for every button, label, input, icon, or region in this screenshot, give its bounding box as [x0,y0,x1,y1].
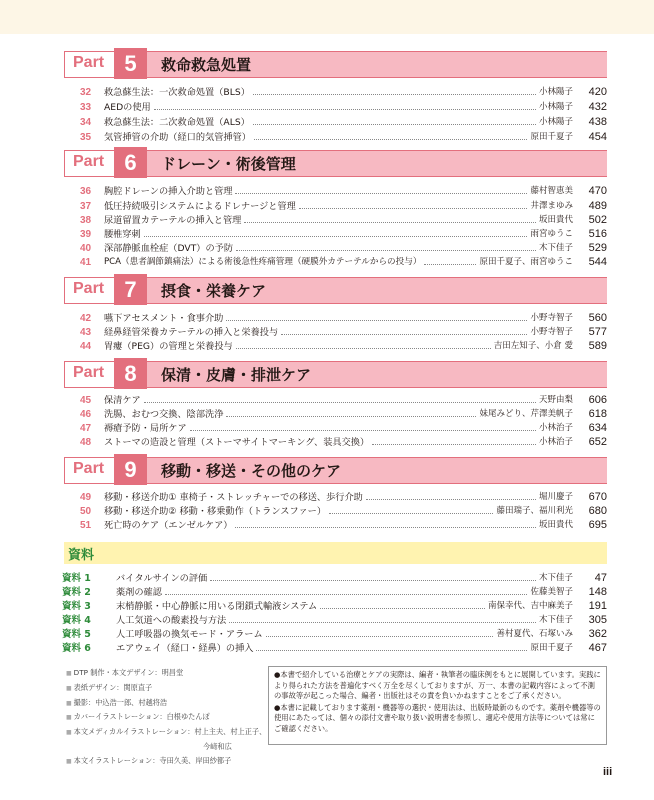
part-7-header [64,277,607,304]
resource-author: 善村夏代、石塚いみ [496,629,573,639]
credits [66,666,266,769]
leader-dots [372,444,536,445]
toc-entry[interactable] [80,326,607,339]
entry-page: 589 [588,340,607,352]
leader-dots [253,124,536,125]
leader-dots [253,94,536,95]
entry-title: PCA（患者調節鎮痛法）による術後急性疼痛管理（硬膜外カテーテルからの投与） [104,257,422,267]
credit-line: ■ 本文イラストレーション：寺田久美、岸田紗都子 [66,754,266,769]
entry-title: AEDの使用 [104,102,151,113]
toc-entry[interactable] [80,228,607,241]
entry-author: 天野由梨 [538,395,573,405]
entry-page: 634 [588,422,607,434]
entry-page: 577 [588,326,607,338]
leader-dots [320,608,485,609]
entry-author: 小林陽子 [538,117,573,127]
leader-dots [144,236,528,237]
resource-entry[interactable] [62,600,607,613]
top-band [0,0,654,34]
entry-title: 低圧持続吸引システムによるドレナージと管理 [104,201,296,212]
leader-dots [235,193,527,194]
entry-title: 胃瘻（PEG）の管理と栄養投与 [104,341,233,352]
resource-page: 191 [588,600,607,612]
entry-number: 34 [80,117,92,128]
entry-page: 618 [588,408,607,420]
toc-entry[interactable] [80,422,607,435]
entry-author: 妹尾みどり、芹澤美帆子 [479,409,573,419]
resources-title: 資料 [68,548,95,563]
entry-page: 470 [588,185,607,197]
entry-author: 吉田左知子、小倉 愛 [493,341,573,351]
part-9-header [64,457,607,484]
toc-entry[interactable] [80,394,607,407]
leader-dots [229,622,536,623]
resource-title: 人工呼吸器の換気モード・アラーム [116,629,263,640]
entry-author: 雨宮ゆうこ [530,229,573,239]
resource-title: 人工気道への酸素投与方法 [116,615,227,626]
resource-author: 南保幸代、吉中麻美子 [487,601,573,611]
entry-number: 44 [80,341,92,352]
leader-dots [226,416,476,417]
entry-number: 37 [80,201,92,212]
entry-number: 47 [80,423,92,434]
leader-dots [244,222,536,223]
leader-dots [424,264,476,265]
entry-number: 45 [80,395,92,406]
entry-author: 坂田貴代 [538,215,573,225]
page-number: iii [603,766,613,778]
entry-title: 救急蘇生法：一次救命処置（BLS） [104,87,250,98]
resource-title: 末梢静脈・中心静脈に用いる閉鎖式輸液システム [116,601,318,612]
resource-page: 362 [588,628,607,640]
part-title: ドレーン・術後管理 [161,155,296,173]
part-number: 8 [114,358,147,389]
toc-entry[interactable] [80,505,607,518]
resource-number: 資料 3 [62,601,91,612]
entry-title: ストーマの造設と管理（ストーマサイトマーキング、装具交換） [104,437,370,448]
entry-author: 小林陽子 [538,87,573,97]
part-number: 9 [114,454,147,485]
part-8-header [64,361,607,388]
resource-number: 資料 5 [62,629,91,640]
entry-title: 気管挿管の介助（経口的気管挿管） [104,132,251,143]
leader-dots [254,139,527,140]
part-title: 移動・移送・その他のケア [161,462,342,480]
entry-title: 腰椎穿刺 [104,229,141,240]
leader-dots [236,250,536,251]
resource-title: バイタルサインの評価 [116,573,208,584]
entry-title: 褥瘡予防・局所ケア [104,423,187,434]
entry-page: 680 [588,505,607,517]
resources-header [64,542,607,564]
resource-title: エアウェイ（経口・経鼻）の挿入 [116,643,254,654]
entry-number: 43 [80,327,92,338]
resource-number: 資料 6 [62,643,91,654]
entry-page: 432 [588,101,607,113]
entry-page: 695 [588,519,607,531]
part-number: 5 [114,48,147,79]
part-word: Part [73,54,105,71]
entry-author: 藤村智恵美 [530,186,573,196]
toc-entry[interactable] [80,519,607,532]
credit-line-continued: 今﨑和広 [203,741,232,751]
entry-number: 50 [80,506,92,517]
leader-dots [226,320,527,321]
entry-title: 死亡時のケア（エンゼルケア） [104,520,233,531]
entry-number: 51 [80,520,92,531]
entry-number: 36 [80,186,92,197]
notice-paragraph: ●本書で紹介している治療とケアの実際は、編者・執筆者の臨床例をもとに展開しています。実践により得られた方法を普遍化すべく万全を尽くしておりますが、万一、本書の記載内容によって不測の事故等が起こった場合、編者・出版社はその責を負いかねますことをご了承ください。 [274,670,601,700]
credit-line: ■ 表紙デザイン：関原直子 [66,681,266,696]
entry-author: 坂田貴代 [538,520,573,530]
entry-number: 41 [80,257,92,268]
entry-title: 保清ケア [104,395,141,406]
toc-entry[interactable] [80,436,607,449]
part-title: 救命救急処置 [161,56,252,74]
entry-author: 木下佳子 [538,243,573,253]
part-6-header [64,150,607,177]
entry-title: 深部静脈血栓症（DVT）の予防 [104,243,234,254]
entry-page: 544 [588,256,607,268]
leader-dots [144,402,536,403]
part-5-header [64,51,607,78]
entry-author: 井澤まゆみ [530,201,573,211]
leader-dots [266,636,494,637]
toc-entry[interactable] [80,116,607,129]
entry-number: 33 [80,102,92,113]
part-number: 7 [114,274,147,305]
leader-dots [366,499,536,500]
entry-author: 小野寺智子 [530,327,573,337]
entry-author: 小野寺智子 [530,313,573,323]
leader-dots [329,513,493,514]
entry-title: 胸腔ドレーンの挿入介助と管理 [104,186,233,197]
part-title: 保清・皮膚・排泄ケア [161,366,312,384]
entry-page: 529 [588,242,607,254]
resource-author: 佐藤美智子 [530,587,573,597]
toc-entry[interactable] [80,101,607,114]
entry-title: 洗腸、おむつ交換、陰部洗浄 [104,409,224,420]
toc-entry[interactable] [80,312,607,325]
toc-entry[interactable] [80,256,607,269]
resource-page: 467 [588,642,607,654]
entry-number: 39 [80,229,92,240]
toc-entry[interactable] [80,340,607,353]
entry-author: 藤田瑞子、福川利光 [496,506,573,516]
resource-number: 資料 1 [62,573,91,584]
entry-number: 32 [80,87,92,98]
resource-entry[interactable] [62,572,607,585]
entry-author: 原田千夏子、雨宮ゆうこ [479,257,573,267]
entry-author: 小林治子 [538,423,573,433]
entry-number: 35 [80,132,92,143]
notice-box [268,666,607,745]
part-title: 摂食・栄養ケア [161,282,267,300]
entry-page: 652 [588,436,607,448]
toc-entry[interactable] [80,200,607,213]
toc-entry[interactable] [80,408,607,421]
leader-dots [154,109,536,110]
entry-page: 454 [588,131,607,143]
credit-line: ■ DTP 制作・本文デザイン：明昌堂 [66,666,266,681]
resource-title: 薬剤の確認 [116,587,162,598]
resource-entry[interactable] [62,614,607,627]
entry-number: 49 [80,492,92,503]
entry-number: 42 [80,313,92,324]
entry-author: 小林治子 [538,437,573,447]
part-word: Part [73,460,105,477]
resource-author: 木下佳子 [538,615,573,625]
entry-title: 尿道留置カテーテルの挿入と管理 [104,215,242,226]
toc-entry[interactable] [80,185,607,198]
resource-author: 木下佳子 [538,573,573,583]
toc-entry[interactable] [80,86,607,99]
credit-line: ■ 本文メディカルイラストレーション：村上主夫、村上正子、 [66,725,266,740]
credit-line: ■ カバーイラストレーション：白根ゆたんぽ [66,710,266,725]
entry-author: 堀川慶子 [538,492,573,502]
resource-number: 資料 4 [62,615,91,626]
entry-page: 516 [588,228,607,240]
leader-dots [235,527,536,528]
entry-page: 606 [588,394,607,406]
entry-title: 移動・移送介助② 移動・移乗動作（トランスファー） [104,506,327,517]
resource-page: 148 [588,586,607,598]
entry-title: 経鼻経管栄養カテーテルの挿入と栄養投与 [104,327,279,338]
part-word: Part [73,364,105,381]
toc-entry[interactable] [80,131,607,144]
entry-number: 48 [80,437,92,448]
resource-entry[interactable] [62,628,607,641]
toc-entry[interactable] [80,242,607,255]
resource-number: 資料 2 [62,587,91,598]
resource-entry[interactable] [62,586,607,599]
leader-dots [210,580,536,581]
resource-entry[interactable] [62,642,607,655]
entry-number: 46 [80,409,92,420]
entry-title: 救急蘇生法：二次救命処置（ALS） [104,117,250,128]
leader-dots [281,334,527,335]
part-number: 6 [114,147,147,178]
toc-entry[interactable] [80,214,607,227]
entry-page: 670 [588,491,607,503]
credit-line: ■ 撮影：中込浩一郎、村越将浩 [66,696,266,711]
leader-dots [256,650,527,651]
entry-title: 嚥下アセスメント・食事介助 [104,313,224,324]
entry-author: 原田千夏子 [530,132,573,142]
leader-dots [165,594,528,595]
entry-title: 移動・移送介助① 車椅子・ストレッチャーでの移送、歩行介助 [104,492,363,503]
resource-page: 305 [588,614,607,626]
entry-number: 40 [80,243,92,254]
entry-author: 小林陽子 [538,102,573,112]
leader-dots [236,348,491,349]
resource-page: 47 [594,572,607,584]
entry-page: 420 [588,86,607,98]
entry-page: 502 [588,214,607,226]
entry-page: 489 [588,200,607,212]
resource-author: 原田千夏子 [530,643,573,653]
leader-dots [299,208,528,209]
entry-page: 560 [588,312,607,324]
entry-page: 438 [588,116,607,128]
notice-paragraph: ●本書に記載しております薬剤・機器等の選択・使用法は、出版時最新のものです。薬剤や機器等の使用にあたっては、個々の添付文書や取り扱い説明書を参照し、適応や使用方法等については常にご確認ください。 [274,702,601,733]
part-word: Part [73,153,105,170]
part-word: Part [73,280,105,297]
leader-dots [190,430,536,431]
entry-number: 38 [80,215,92,226]
toc-entry[interactable] [80,491,607,504]
